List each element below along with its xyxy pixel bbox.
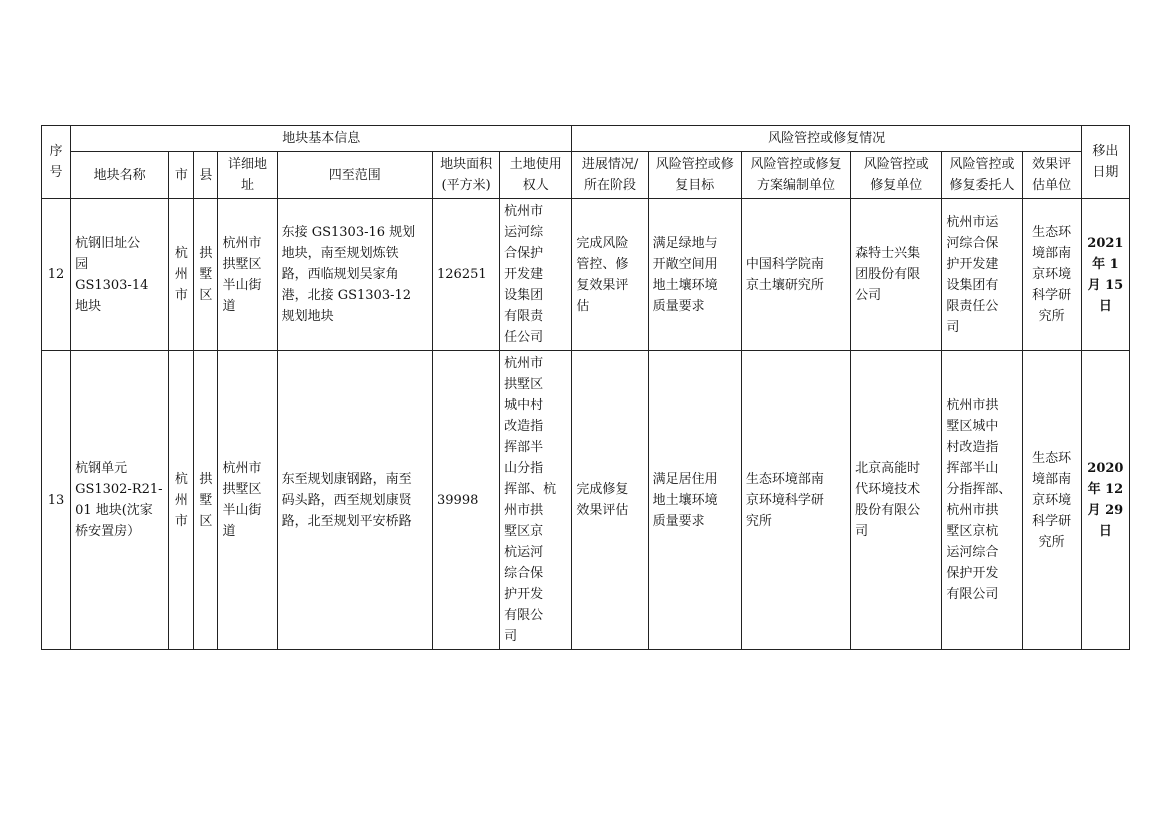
row-client: 杭州市运 河综合保 护开发建 设集团有 限责任公 司: [942, 199, 1022, 351]
owner-column-header: 土地使用 权人: [500, 152, 572, 199]
row-city: 杭 州 市: [169, 199, 194, 351]
stage-column-header: 进展情况/ 所在阶段: [572, 152, 648, 199]
row-eval-unit: 生态环 境部南 京环境 科学研 究所: [1022, 199, 1081, 351]
row-boundary: 东至规划康钢路，南至 码头路，西至规划康贤 路，北至规划平安桥路: [277, 351, 432, 650]
row-boundary: 东接 GS1303-16 规划 地块，南至规划炼铁 路，西临规划吴家角 港，北接 GS1303-12 规划地块: [277, 199, 432, 351]
land-parcel-table: [41, 125, 1130, 650]
boundary-column-header: 四至范围: [277, 152, 432, 199]
row-repair-unit: 北京高能时 代环境技术 股份有限公 司: [851, 351, 942, 650]
risk-info-header: 风险管控或修复情况: [572, 126, 1081, 152]
row-county: 拱 墅 区: [194, 351, 218, 650]
row-name: 杭钢旧址公 园 GS1303-14 地块: [71, 199, 169, 351]
row-plan-unit: 中国科学院南 京土壤研究所: [741, 199, 850, 351]
row-area: 126251: [433, 199, 500, 351]
table-row: [42, 351, 1130, 650]
target-column-header: 风险管控或修 复目标: [648, 152, 741, 199]
row-eval-unit: 生态环 境部南 京环境 科学研 究所: [1022, 351, 1081, 650]
row-owner: 杭州市 拱墅区 城中村 改造指 挥部半 山分指 挥部、杭 州市拱 墅区京 杭运河 综合保 护开发 有限公 司: [500, 351, 572, 650]
row-address: 杭州市 拱墅区 半山街 道: [218, 351, 277, 650]
row-target: 满足居住用 地土壤环境 质量要求: [648, 351, 741, 650]
eval-unit-column-header: 效果评 估单位: [1022, 152, 1081, 199]
row-seq: 13: [42, 351, 71, 650]
row-target: 满足绿地与 开敞空间用 地土壤环境 质量要求: [648, 199, 741, 351]
removal-date-header: 移出 日期: [1081, 126, 1129, 199]
row-owner: 杭州市 运河综 合保护 开发建 设集团 有限责 任公司: [500, 199, 572, 351]
header-row-groups: [42, 126, 1130, 152]
row-name: 杭钢单元 GS1302-R21- 01 地块(沈家 桥安置房）: [71, 351, 169, 650]
county-column-header: 县: [194, 152, 218, 199]
name-column-header: 地块名称: [71, 152, 169, 199]
address-column-header: 详细地 址: [218, 152, 277, 199]
row-county: 拱 墅 区: [194, 199, 218, 351]
row-address: 杭州市 拱墅区 半山街 道: [218, 199, 277, 351]
header-row-columns: [42, 152, 1130, 199]
row-removal-date: 2020 年 12 月 29 日: [1081, 351, 1129, 650]
client-column-header: 风险管控或 修复委托人: [942, 152, 1022, 199]
row-plan-unit: 生态环境部南 京环境科学研 究所: [741, 351, 850, 650]
plan-unit-column-header: 风险管控或修复 方案编制单位: [741, 152, 850, 199]
city-column-header: 市: [169, 152, 194, 199]
seq-header: 序 号: [42, 126, 71, 199]
area-column-header: 地块面积 (平方米): [433, 152, 500, 199]
row-repair-unit: 森特士兴集 团股份有限 公司: [851, 199, 942, 351]
table-row: [42, 199, 1130, 351]
row-area: 39998: [433, 351, 500, 650]
row-stage: 完成风险 管控、修 复效果评 估: [572, 199, 648, 351]
repair-unit-column-header: 风险管控或 修复单位: [851, 152, 942, 199]
row-seq: 12: [42, 199, 71, 351]
row-city: 杭 州 市: [169, 351, 194, 650]
row-client: 杭州市拱 墅区城中 村改造指 挥部半山 分指挥部、 杭州市拱 墅区京杭 运河综合 保护开发 有限公司: [942, 351, 1022, 650]
row-stage: 完成修复 效果评估: [572, 351, 648, 650]
basic-info-header: 地块基本信息: [71, 126, 572, 152]
row-removal-date: 2021 年 1 月 15 日: [1081, 199, 1129, 351]
